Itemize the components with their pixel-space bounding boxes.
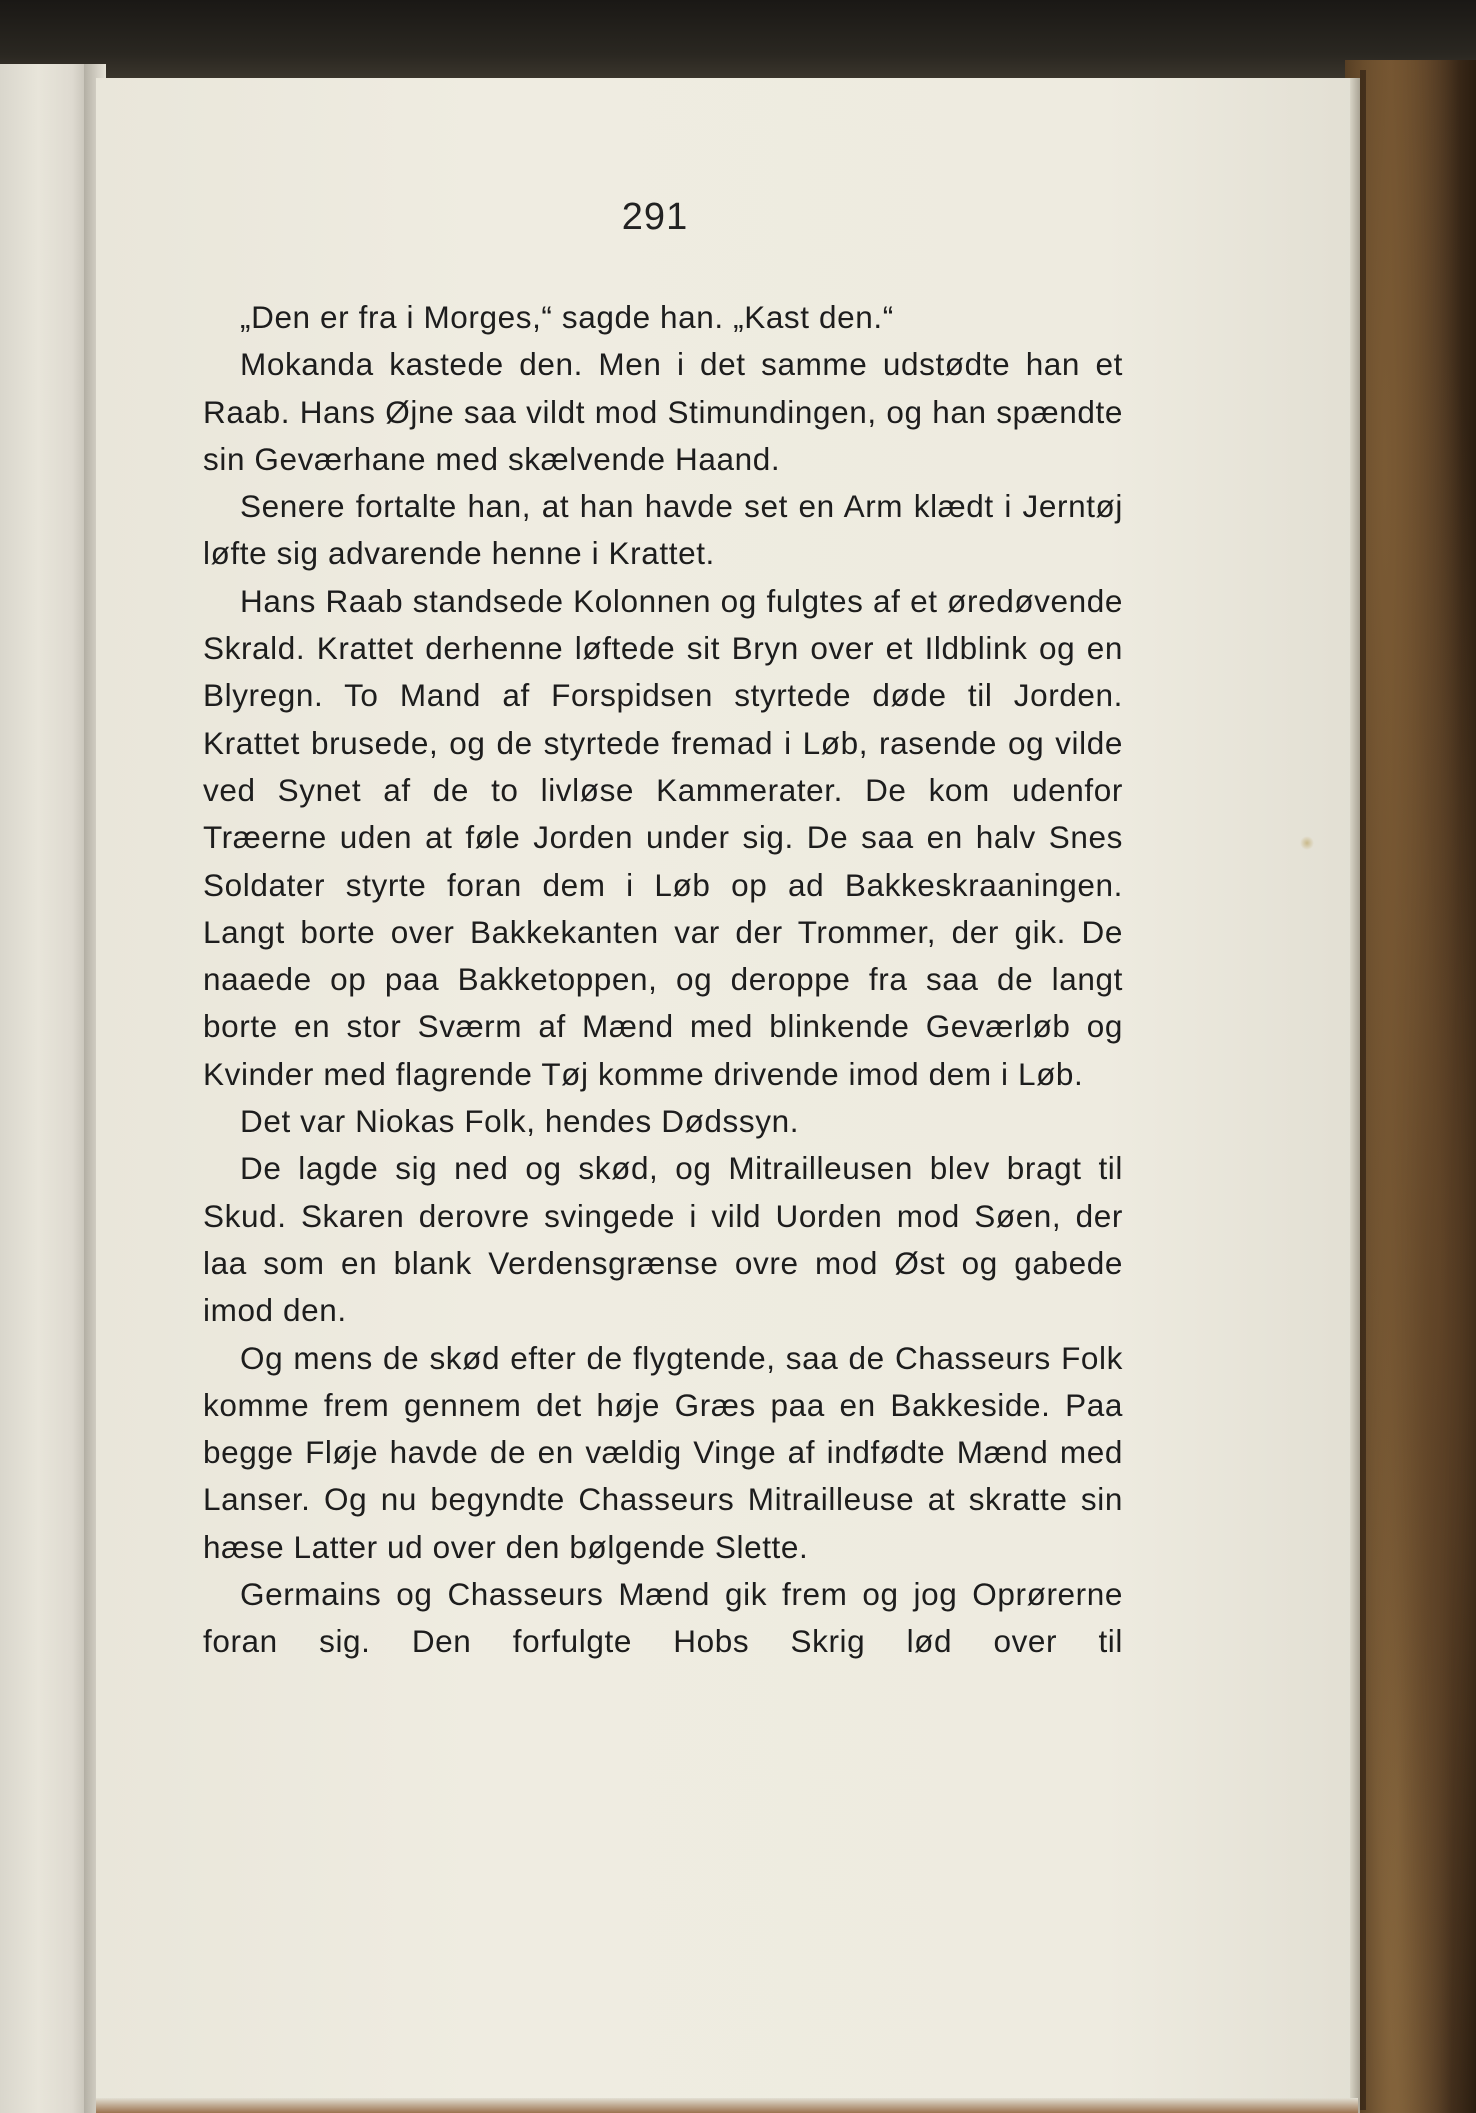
binding-shadow [1360,70,1366,2110]
paragraph: Senere fortalte han, at han havde set en Arm klædt i Jerntøj løfte sig advarende henne i Krattet. [203,488,1123,572]
paragraph: Det var Niokas Folk, hendes Dødssyn. [240,1103,800,1140]
page-number-text: 291 [621,196,689,238]
facing-page-edge [0,64,96,2113]
page-bottom-edge [96,2098,1358,2113]
paper-speck [1300,836,1314,850]
paragraph: Og mens de skød efter de flygtende, saa de Chasseurs Folk komme frem gennem det høje Græs paa en Bakkeside. Paa begge Fløje havde de en vældig Vinge af indfødte Mænd med Lanser. Og nu begyndte Chasseurs Mitrailleuse at skratte sin hæse Latter ud over den bølgende Slette. [203,1339,1123,1565]
paragraph: Mokanda kastede den. Men i det samme udstødte han et Raab. Hans Øjne saa vildt mod Stimundingen, og han spændte sin Geværhane med skælvende Haand. [203,346,1123,477]
paragraph: De lagde sig ned og skød, og Mitrailleusen blev bragt til Skud. Skaren derovre svingede i vild Uorden mod Søen, der laa som en blank Verdensgrænse ovre mod Øst og gabede imod den. [203,1150,1123,1329]
paragraph: „Den er fra i Morges,“ sagde han. „Kast den.“ [240,299,894,335]
page-edge-shadow [1350,78,1360,2113]
body-text [203,294,1123,1666]
paragraph: Germains og Chasseurs Mænd gik frem og jog Oprørerne foran sig. Den forfulgte Hobs Skrig lød over til [203,1576,1123,1660]
scan-background-top [0,0,1476,78]
page-number [0,196,1476,239]
paragraph: Hans Raab standsede Kolonnen og fulgtes af et øredøvende Skrald. Krattet derhenne løftede sit Bryn over et Ildblink og en Blyregn. To Mand af Forspidsen styrtede døde til Jorden. Krattet brusede, og de styrtede fremad i Løb, rasende og vilde ved Synet af de to livløse Kammerater. De kom udenfor Træerne uden at føle Jorden under sig. De saa en halv Snes Soldater styrte foran dem i Løb op ad Bakkeskraaningen. Langt borte over Bakkekanten var der Trommer, der gik. De naaede op paa Bakketoppen, og deroppe fra saa de langt borte en stor Sværm af Mænd med blinkende Geværløb og Kvinder med flagrende Tøj komme drivende imod dem i Løb. [203,582,1123,1092]
